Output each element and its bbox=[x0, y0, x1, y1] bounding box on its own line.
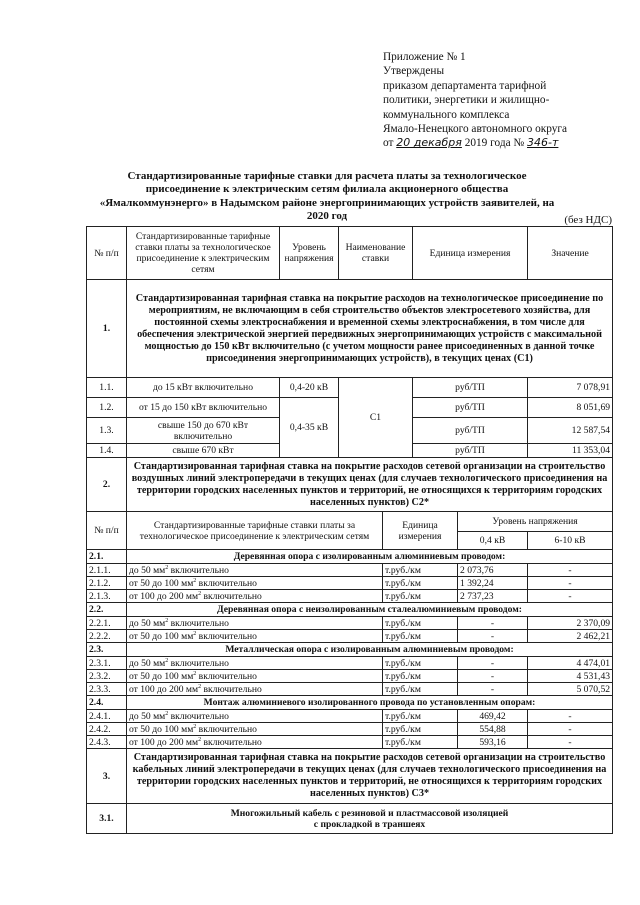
appendix-line: приказом департамента тарифной bbox=[383, 79, 547, 92]
section-number: 3. bbox=[87, 749, 127, 804]
col-unit-header: Единица измерения bbox=[383, 512, 458, 550]
row-name-tail: включительно bbox=[201, 683, 262, 695]
group-title: Монтаж алюминиевого изолированного провода по установленным опорам: bbox=[127, 696, 613, 710]
row-name-text: до 50 мм bbox=[129, 710, 166, 722]
group-number: 2.2. bbox=[87, 603, 127, 617]
group-title bbox=[127, 804, 613, 834]
appendix-line: Приложение № 1 bbox=[383, 51, 466, 63]
section-text: Стандартизированная тарифная ставка на покрытие расходов сетевой организации на строительство воздушных линий электропередачи в текущих ценах (для случаев технологического присоединения на территории городских населенных пунктов и территорий, не относящихся к территориям городских населенных пунктов) С2* bbox=[127, 458, 613, 512]
row-name: от 15 до 150 кВт включительно bbox=[127, 398, 280, 418]
value-04-cell: - bbox=[458, 657, 528, 670]
value-cell: 11 353,04 bbox=[528, 444, 613, 458]
row-number: 2.4.2. bbox=[87, 723, 127, 736]
order-date-line bbox=[383, 136, 633, 150]
row-name-tail: включительно bbox=[168, 564, 229, 576]
unit-cell: т.руб./км bbox=[383, 564, 458, 577]
row-name-sup: 2 bbox=[193, 723, 197, 730]
vat-note: (без НДС) bbox=[564, 214, 612, 226]
voltage-04-header: 0,4 кВ bbox=[458, 532, 528, 550]
row-name-tail: включительно bbox=[196, 630, 257, 642]
row-name-text: от 100 до 200 мм bbox=[129, 683, 199, 695]
group-row bbox=[87, 550, 613, 564]
value-610-cell: 2 462,21 bbox=[528, 630, 613, 643]
unit-cell: руб/ТП bbox=[413, 418, 528, 444]
row-name bbox=[127, 710, 383, 723]
table-row bbox=[87, 683, 613, 696]
group-number: 2.1. bbox=[87, 550, 127, 564]
value-610-cell: - bbox=[528, 577, 613, 590]
value-04-cell: 2 737,23 bbox=[458, 590, 528, 603]
row-name bbox=[127, 617, 383, 630]
value-cell: 7 078,91 bbox=[528, 378, 613, 398]
row-name bbox=[127, 736, 383, 749]
row-name: свыше 150 до 670 кВт включительно bbox=[127, 418, 280, 444]
group-title-line: Многожильный кабель с резиновой и пластмассовой изоляцией bbox=[230, 807, 509, 819]
value-610-cell: - bbox=[528, 723, 613, 736]
row-name-text: до 50 мм bbox=[129, 564, 166, 576]
section-row bbox=[87, 749, 613, 804]
row-name-sup: 2 bbox=[193, 577, 197, 584]
col-name-header: Стандартизированные тарифные ставки платы за технологическое присоединение к электрическим сетям bbox=[127, 512, 383, 550]
unit-cell: т.руб./км bbox=[383, 736, 458, 749]
row-name-text: от 100 до 200 мм bbox=[129, 590, 199, 602]
section-text: Стандартизированная тарифная ставка на покрытие расходов сетевой организации на строительство кабельных линий электропередачи в текущих ценах (для случаев технологического присоединения на территории городских населенных пунктов и территорий, не относящихся к территориям городских населенных пунктов) С3* bbox=[127, 749, 613, 804]
row-number: 2.4.3. bbox=[87, 736, 127, 749]
row-name-text: от 50 до 100 мм bbox=[129, 577, 194, 589]
unit-cell: т.руб./км bbox=[383, 670, 458, 683]
row-name-sup: 2 bbox=[165, 657, 169, 664]
row-name-tail: включительно bbox=[196, 723, 257, 735]
group-title-line: с прокладкой в траншеях bbox=[313, 818, 426, 830]
value-04-cell: 593,16 bbox=[458, 736, 528, 749]
row-number: 1.2. bbox=[87, 398, 127, 418]
row-name-tail: включительно bbox=[168, 617, 229, 629]
header-row bbox=[87, 512, 613, 532]
group-row bbox=[87, 603, 613, 617]
row-name-text: до 50 мм bbox=[129, 657, 166, 669]
col-unit-header: Единица измерения bbox=[413, 227, 528, 280]
group-number: 2.3. bbox=[87, 643, 127, 657]
table-row bbox=[87, 723, 613, 736]
unit-cell: руб/ТП bbox=[413, 378, 528, 398]
group-number: 3.1. bbox=[87, 804, 127, 834]
value-04-cell: 2 073,76 bbox=[458, 564, 528, 577]
appendix-line: коммунального комплекса bbox=[383, 108, 510, 121]
unit-cell: т.руб./км bbox=[383, 590, 458, 603]
row-number: 2.1.3. bbox=[87, 590, 127, 603]
value-610-cell: 4 474,01 bbox=[528, 657, 613, 670]
section-text: Стандартизированная тарифная ставка на покрытие расходов на технологическое присоединение по мероприятиям, не включающим в себя строительство объектов электросетевого хозяйства, для постоянной схемы электроснабжения и временной схемы электроснабжения, в том числе для обеспечения электрической энергией передвижных энергопринимающих устройств с максимальной мощностью до 150 кВт включительно (с учетом мощности ранее присоединенных в данной точке присоединения энергопринимающих устройств), в текущих ценах (С1) bbox=[127, 280, 613, 378]
row-name: до 15 кВт включительно bbox=[127, 378, 280, 398]
row-name bbox=[127, 590, 383, 603]
row-name-tail: включительно bbox=[201, 736, 262, 748]
value-cell: 12 587,54 bbox=[528, 418, 613, 444]
unit-cell: т.руб./км bbox=[383, 723, 458, 736]
col-voltage-header: Уровень напряжения bbox=[458, 512, 613, 532]
value-04-cell: - bbox=[458, 617, 528, 630]
row-number: 2.3.2. bbox=[87, 670, 127, 683]
row-name-sup: 2 bbox=[193, 670, 197, 677]
row-number: 2.3.3. bbox=[87, 683, 127, 696]
row-number: 1.4. bbox=[87, 444, 127, 458]
row-name: свыше 670 кВт bbox=[127, 444, 280, 458]
row-name-sup: 2 bbox=[165, 617, 169, 624]
appendix-line: политики, энергетики и жилищно- bbox=[383, 94, 550, 107]
value-610-cell: - bbox=[528, 736, 613, 749]
value-04-cell: 1 392,24 bbox=[458, 577, 528, 590]
col-rate-header: Наименование ставки bbox=[339, 227, 413, 280]
col-number-header: № п/п bbox=[87, 227, 127, 280]
row-number: 1.1. bbox=[87, 378, 127, 398]
approval-block bbox=[383, 50, 633, 151]
row-name-sup: 2 bbox=[165, 710, 169, 717]
value-610-cell: 2 370,09 bbox=[528, 617, 613, 630]
appendix-line: Утверждены bbox=[383, 65, 445, 78]
table-row bbox=[87, 577, 613, 590]
col-name-header: Стандартизированные тарифные ставки платы за технологическое присоединение к электрическим сетям bbox=[127, 227, 280, 280]
table-row bbox=[87, 736, 613, 749]
row-number: 1.3. bbox=[87, 418, 127, 444]
row-name-sup: 2 bbox=[198, 683, 202, 690]
row-number: 2.1.1. bbox=[87, 564, 127, 577]
group-title: Металлическая опора с изолированным алюминиевым проводом: bbox=[127, 643, 613, 657]
row-number: 2.1.2. bbox=[87, 577, 127, 590]
row-name bbox=[127, 630, 383, 643]
group-title: Деревянная опора с изолированным алюминиевым проводом: bbox=[127, 550, 613, 564]
header-row bbox=[87, 227, 613, 280]
value-04-cell: 554,88 bbox=[458, 723, 528, 736]
row-name-text: от 50 до 100 мм bbox=[129, 723, 194, 735]
tariff-table bbox=[86, 226, 613, 834]
value-610-cell: - bbox=[528, 564, 613, 577]
group-row bbox=[87, 804, 613, 834]
unit-cell: т.руб./км bbox=[383, 657, 458, 670]
table-row bbox=[87, 564, 613, 577]
table-row bbox=[87, 670, 613, 683]
col-value-header: Значение bbox=[528, 227, 613, 280]
row-name bbox=[127, 657, 383, 670]
value-04-cell: - bbox=[458, 683, 528, 696]
row-name-text: от 100 до 200 мм bbox=[129, 736, 199, 748]
unit-cell: т.руб./км bbox=[383, 683, 458, 696]
group-row bbox=[87, 643, 613, 657]
voltage-cell: 0,4-20 кВ bbox=[280, 378, 339, 398]
row-name-text: от 50 до 100 мм bbox=[129, 670, 194, 682]
date-prefix: от bbox=[383, 137, 394, 150]
rate-name-cell: С1 bbox=[339, 378, 413, 458]
row-name bbox=[127, 723, 383, 736]
row-number: 2.4.1. bbox=[87, 710, 127, 723]
row-number: 2.2.1. bbox=[87, 617, 127, 630]
document-title: Стандартизированные тарифные ставки для расчета платы за технологическое присоединение к электрическим сетям филиала акционерного общества «Ямалкоммунэнерго» в Надымском районе энергопринимающих устройств заявителей, на 2020 год bbox=[99, 170, 555, 223]
unit-cell: т.руб./км bbox=[383, 617, 458, 630]
value-610-cell: 4 531,43 bbox=[528, 670, 613, 683]
value-04-cell: - bbox=[458, 670, 528, 683]
row-name-tail: включительно bbox=[201, 590, 262, 602]
table-row bbox=[87, 710, 613, 723]
row-name-sup: 2 bbox=[198, 590, 202, 597]
unit-cell: т.руб./км bbox=[383, 630, 458, 643]
unit-cell: т.руб./км bbox=[383, 710, 458, 723]
group-number: 2.4. bbox=[87, 696, 127, 710]
appendix-line: Ямало-Ненецкого автономного округа bbox=[383, 123, 568, 136]
row-name bbox=[127, 670, 383, 683]
value-610-cell: - bbox=[528, 590, 613, 603]
unit-cell: руб/ТП bbox=[413, 398, 528, 418]
voltage-cell: 0,4-35 кВ bbox=[280, 398, 339, 458]
unit-cell: т.руб./км bbox=[383, 577, 458, 590]
row-name-sup: 2 bbox=[165, 564, 169, 571]
row-name-tail: включительно bbox=[168, 657, 229, 669]
date-year: 2019 года № bbox=[464, 137, 525, 150]
value-04-cell: 469,42 bbox=[458, 710, 528, 723]
row-name bbox=[127, 564, 383, 577]
table-row bbox=[87, 378, 613, 398]
row-name-tail: включительно bbox=[168, 710, 229, 722]
col-voltage-header: Уровень напряжения bbox=[280, 227, 339, 280]
row-name-sup: 2 bbox=[193, 630, 197, 637]
group-title: Деревянная опора с неизолированным сталеалюминиевым проводом: bbox=[127, 603, 613, 617]
row-number: 2.3.1. bbox=[87, 657, 127, 670]
value-04-cell: - bbox=[458, 630, 528, 643]
table-row bbox=[87, 657, 613, 670]
table-row bbox=[87, 617, 613, 630]
table-row bbox=[87, 630, 613, 643]
value-cell: 8 051,69 bbox=[528, 398, 613, 418]
row-name bbox=[127, 577, 383, 590]
row-name-tail: включительно bbox=[196, 577, 257, 589]
row-name bbox=[127, 683, 383, 696]
value-610-cell: - bbox=[528, 710, 613, 723]
row-name-tail: включительно bbox=[196, 670, 257, 682]
unit-cell: руб/ТП bbox=[413, 444, 528, 458]
section-row bbox=[87, 458, 613, 512]
section-number: 1. bbox=[87, 280, 127, 378]
table-row bbox=[87, 590, 613, 603]
handwritten-date: 20 декабря bbox=[396, 136, 462, 150]
group-row bbox=[87, 696, 613, 710]
voltage-610-header: 6-10 кВ bbox=[528, 532, 613, 550]
value-610-cell: 5 070,52 bbox=[528, 683, 613, 696]
row-name-text: до 50 мм bbox=[129, 617, 166, 629]
row-name-sup: 2 bbox=[198, 736, 202, 743]
row-number: 2.2.2. bbox=[87, 630, 127, 643]
row-name-text: от 50 до 100 мм bbox=[129, 630, 194, 642]
col-number-header: № п/п bbox=[87, 512, 127, 550]
section-number: 2. bbox=[87, 458, 127, 512]
handwritten-order-number: 346-т bbox=[527, 136, 559, 150]
section-row bbox=[87, 280, 613, 378]
